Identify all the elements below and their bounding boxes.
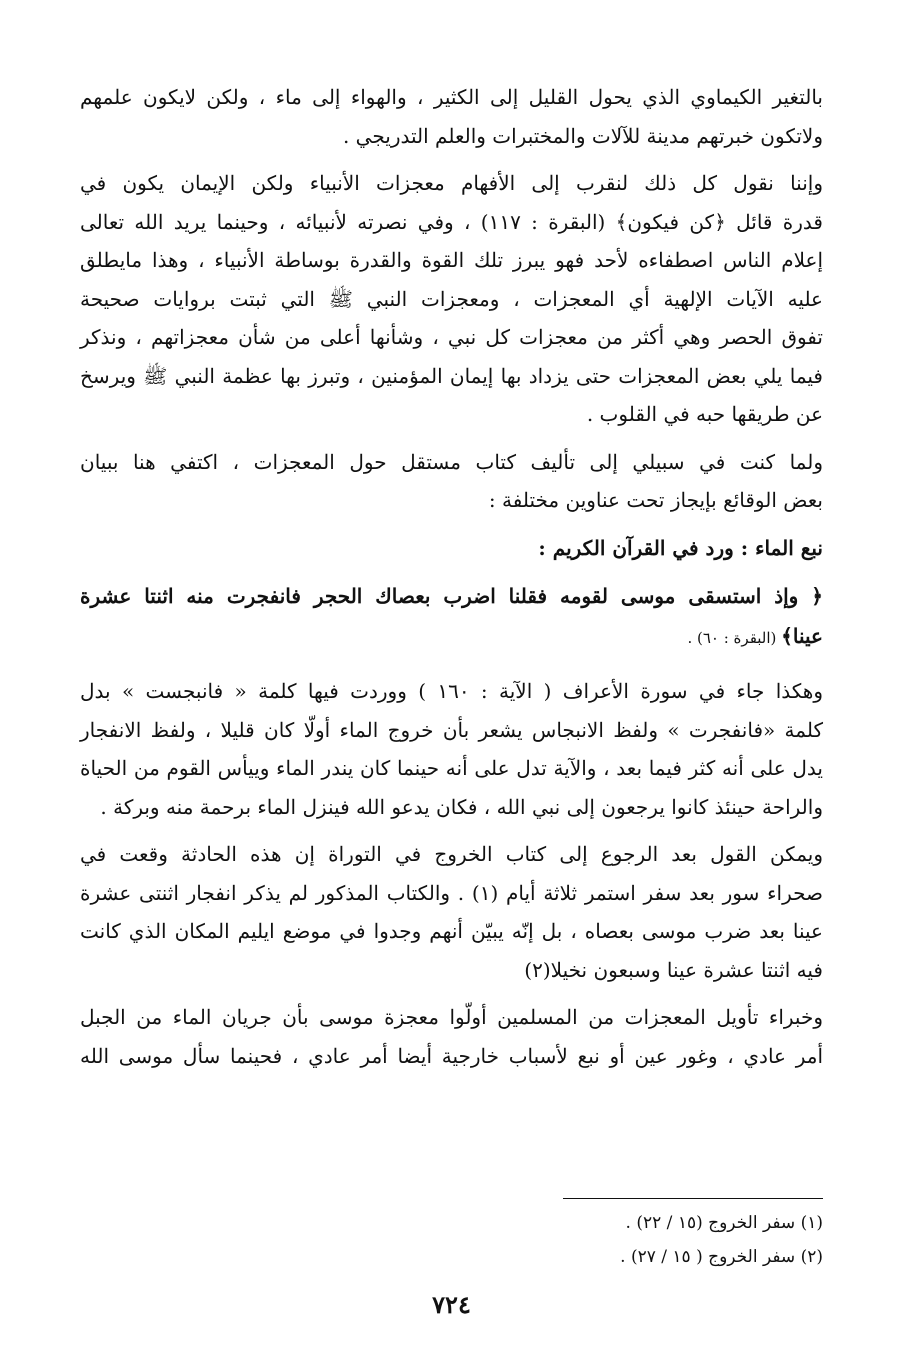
text-line: صحراء سور بعد سفر استمر ثلاثة أيام (١) . والكتاب المذكور لم يذكر انفجار اثنتى عشرة (80, 880, 823, 905)
text-line: عليه الآيات الإلهية أي المعجزات ، ومعجزات النبي ﷺ التي ثبتت بروايات صحيحة (80, 286, 823, 311)
paragraph-4 (80, 672, 823, 826)
text-line: وخبراء تأويل المعجزات من المسلمين أولّوا معجزة موسى بأن جريان الماء من الجبل (80, 1005, 823, 1029)
footnotes (80, 1206, 823, 1274)
paragraph-6 (80, 998, 823, 1075)
text-line: يدل على أنه كثر فيما بعد ، والآية تدل على أنه حينما كان يندر الماء وييأس القوم من الحياة (80, 756, 823, 780)
page-number: ٧٢٤ (432, 1290, 471, 1319)
verse-reference: (البقرة : ٦٠) . (687, 629, 782, 647)
page-body (80, 78, 823, 1084)
text-line: عينا بعد ضرب موسى بعصاه ، بل إنّه يبيّن أنهم وجدوا في موضع ايليم المكان الذي كانت (80, 919, 823, 943)
paragraph-2 (80, 164, 823, 434)
quran-verse (80, 576, 823, 658)
paragraph-1 (80, 78, 823, 155)
text-line: كلمة «فانفجرت » ولفظ الانبجاس يشعر بأن خروج الماء أولّا كان قليلا ، ولفظ الانفجار (80, 717, 823, 742)
text-line: قدرة قائل ﴿كن فيكون﴾ (البقرة : ١١٧) ، وفي نصرته لأنبيائه ، وحينما يريد الله تعالى (80, 209, 823, 234)
paragraph-3 (80, 443, 823, 520)
text-line: فيه اثنتا عشرة عينا وسبعون نخيلا(٢) (524, 957, 823, 982)
text-line: والراحة حينئذ كانوا يرجعون إلى نبي الله ، فكان يدعو الله فينزل الماء برحمة منه وبركة . (100, 794, 823, 819)
verse-line-2 (80, 616, 823, 658)
text-line: فيما يلي بعض المعجزات حتى يزداد بها إيمان المؤمنين ، وتبرز بها عظمة النبي ﷺ ويرسخ (80, 363, 823, 388)
text-line: تفوق الحصر وهي أكثر من معجزات كل نبي ، وشأنها أعلى من شأن معجزاتهم ، ونذكر (80, 325, 823, 349)
text-line: عن طريقها حبه في القلوب . (586, 402, 823, 426)
section-heading-text: نبع الماء : ورد في القرآن الكريم : (538, 535, 823, 560)
section-heading-water (80, 529, 823, 568)
text-line: بالتغير الكيماوي الذي يحول القليل إلى الكثير ، والهواء إلى ماء ، ولكن لايكون علمهم (80, 85, 823, 109)
text-line: ولاتكون خبرتهم مدينة للآلات والمختبرات والعلم التدريجي . (342, 123, 823, 148)
text-line: بعض الوقائع بإيجاز تحت عناوين مختلفة : (488, 488, 823, 512)
text-line: وإننا نقول كل ذلك لنقرب إلى الأفهام معجزات الأنبياء ولكن الإيمان يكون في (80, 171, 823, 195)
text-line: أمر عادي ، وغور عين أو نبع لأسباب خارجية أيضا أمر عادي ، فحينما سأل موسى الله (80, 1043, 823, 1068)
text-line: ويمكن القول بعد الرجوع إلى كتاب الخروج في التوراة إن هذه الحادثة وقعت في (80, 842, 823, 866)
text-line: ولما كنت في سبيلي إلى تأليف كتاب مستقل حول المعجزات ، اكتفي هنا ببيان (80, 449, 823, 474)
paragraph-5 (80, 835, 823, 989)
footnote-2: (٢) سفر الخروج ( ١٥ / ٢٧) . (620, 1247, 823, 1267)
footnote-1: (١) سفر الخروج (١٥ / ٢٢) . (625, 1213, 823, 1233)
verse-end: عينا﴾ (781, 624, 823, 648)
text-line: وهكذا جاء في سورة الأعراف ( الآية : ١٦٠ ) ووردت فيها كلمة « فانبجست » بدل (80, 679, 823, 703)
verse-line: ﴿ وإذ استسقى موسى لقومه فقلنا اضرب بعصاك الحجر فانفجرت منه اثنتا عشرة (80, 584, 823, 608)
text-line: إعلام الناس اصطفاءه لأحد فهو يبرز تلك القوة والقدرة بوساطة الأنبياء ، وهذا مايطلق (80, 248, 823, 272)
footnote-divider (563, 1198, 823, 1199)
